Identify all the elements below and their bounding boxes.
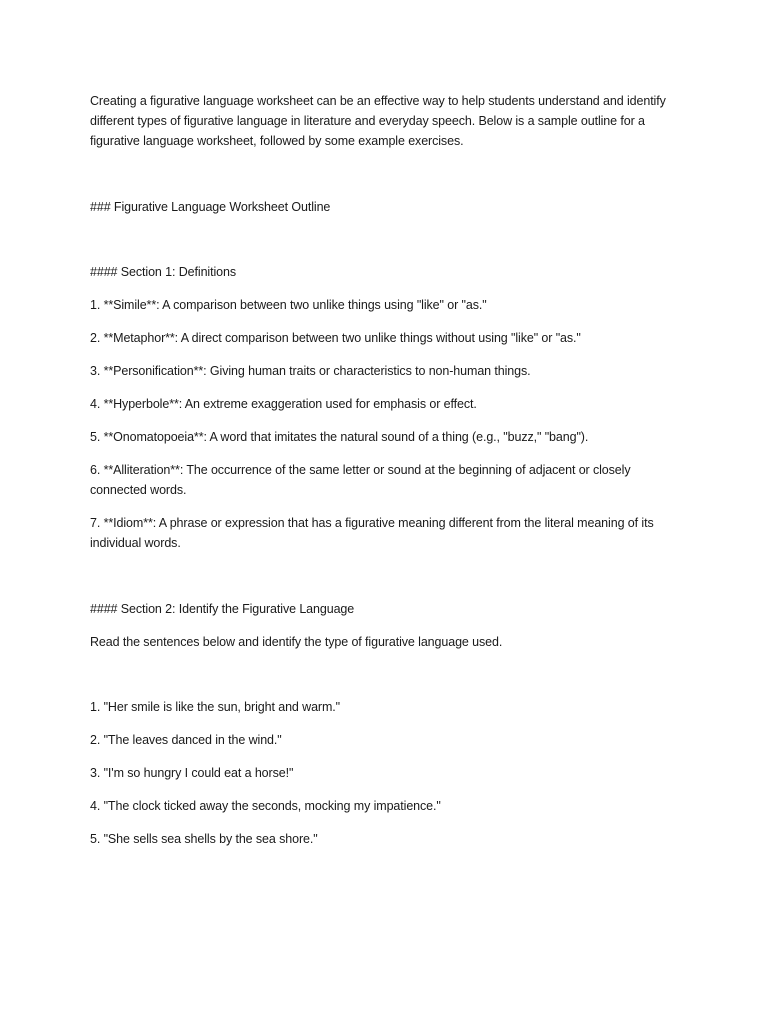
outline-heading: ### Figurative Language Worksheet Outline <box>90 200 331 214</box>
definition-simile: 1. **Simile**: A comparison between two unlike things using "like" or "as." <box>90 298 487 312</box>
intro-paragraph: Creating a figurative language worksheet can be an effective way to help students understand and identify different types of figurative language in literature and everyday speech. Below is a sample outline for a figurative language worksheet, followed by some example exercises. <box>90 94 666 148</box>
definition-idiom: 7. **Idiom**: A phrase or expression that has a figurative meaning different from the literal meaning of its individual words. <box>90 516 654 550</box>
exercise-item: 1. "Her smile is like the sun, bright and warm." <box>90 700 341 714</box>
definition-metaphor: 2. **Metaphor**: A direct comparison between two unlike things without using "like" or "as." <box>90 331 581 345</box>
section1-heading: #### Section 1: Definitions <box>90 265 237 279</box>
section2-instruction: Read the sentences below and identify the type of figurative language used. <box>90 635 503 649</box>
definition-alliteration: 6. **Alliteration**: The occurrence of the same letter or sound at the beginning of adjacent or closely connected words. <box>90 463 631 497</box>
exercise-item: 3. "I'm so hungry I could eat a horse!" <box>90 766 294 780</box>
exercise-item: 4. "The clock ticked away the seconds, mocking my impatience." <box>90 799 441 813</box>
definition-hyperbole: 4. **Hyperbole**: An extreme exaggeration used for emphasis or effect. <box>90 397 477 411</box>
definition-personification: 3. **Personification**: Giving human traits or characteristics to non-human things. <box>90 364 531 378</box>
exercise-item: 5. "She sells sea shells by the sea shore." <box>90 832 318 846</box>
exercise-item: 2. "The leaves danced in the wind." <box>90 733 282 747</box>
section2-heading: #### Section 2: Identify the Figurative Language <box>90 602 355 616</box>
definition-onomatopoeia: 5. **Onomatopoeia**: A word that imitates the natural sound of a thing (e.g., "buzz," "bang"). <box>90 430 589 444</box>
